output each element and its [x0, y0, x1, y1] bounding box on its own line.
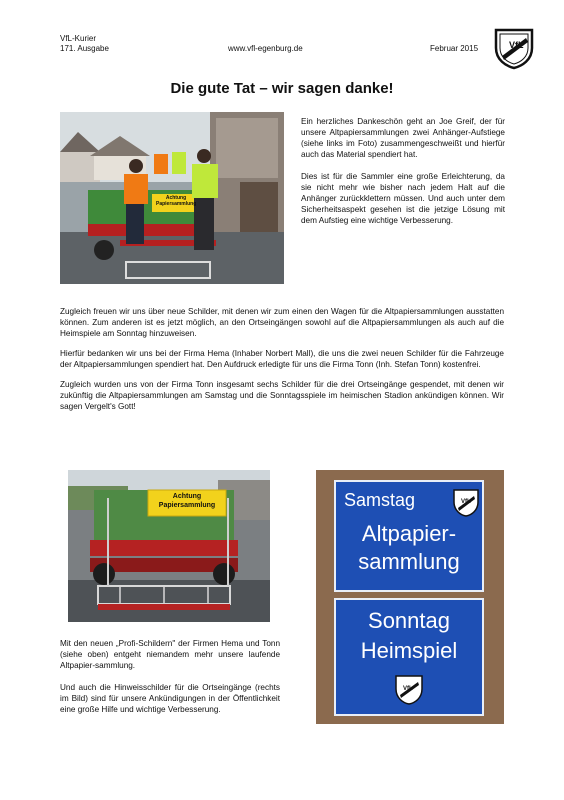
publication-info [60, 34, 109, 54]
svg-text:VfL: VfL [509, 40, 524, 50]
sign1-logo [452, 488, 480, 518]
sign1-line1: Samstag [344, 490, 416, 510]
photo-blue-signs [316, 470, 504, 724]
photo-trailer-step [60, 112, 284, 284]
issue-date: Februar 2015 [430, 44, 479, 53]
sign2-logo [394, 674, 424, 706]
caption-paragraph-2: Und auch die Hinweisschilder für die Ortseingänge (rechts im Bild) sind für unsere Ankündigungen in der Öffentlichkeit eine große Hilfe und wichtige Verbesserung. [60, 683, 280, 714]
body-paragraph-2: Hierfür bedanken wir uns bei der Firma Hema (Inhaber Norbert Mall), die uns die zwei neuen Schilder für die Fahrzeuge der Altpapiersammlungen spendiert hat. Den Aufdruck erledigte für uns die Firma Tonn (Inh. Stefan Tonn) kostenfrei. [60, 349, 504, 369]
issue-number: 171. Ausgabe [60, 44, 109, 53]
intro-paragraph-1: Ein herzliches Dankeschön geht an Joe Greif, der für unsere Altpapiersammlungen zwei Anhänger-Aufstiege (siehe links im Foto) zusammengeschweißt und hierfür auch das Material spendiert hat. [301, 117, 505, 159]
photo-trailer-sign [68, 470, 270, 622]
intro-text [301, 116, 505, 226]
svg-text:VfL: VfL [461, 499, 471, 505]
article-title: Die gute Tat – wir sagen danke! [170, 80, 394, 97]
sign-heimspiel [334, 598, 484, 716]
sign1-text: Altpapier- sammlung [358, 521, 460, 574]
publication-name: VfL-Kurier [60, 34, 97, 43]
sign-altpapier [334, 480, 484, 592]
photo1-sign: Achtung Papiersammlung [156, 195, 197, 207]
caption-text [60, 638, 280, 715]
body-text [60, 306, 504, 412]
website-link[interactable]: www.vfl-egenburg.de [228, 44, 303, 53]
club-logo [492, 26, 536, 70]
body-paragraph-1: Zugleich freuen wir uns über neue Schilder, mit denen wir zum einen den Wagen für die Altpapiersammlungen ausstatten können. Zum anderen ist es jetzt möglich, an den Ortseingängen sowohl auf die Altpapiersammlungen als auch auf die Heimspiele am Sonntag hinzuweisen. [60, 307, 504, 338]
body-paragraph-3: Zugleich wurden uns von der Firma Tonn insgesamt sechs Schilder für die drei Ortseingänge gespendet, mit denen wir zukünftig die Altpapiersammlungen am Samstag und die Sonntagsspiele im heimischen Stadion ankündigen können. Wir sagen Vergelt's Gott! [60, 380, 504, 411]
svg-text:VfL: VfL [403, 686, 413, 692]
intro-paragraph-2: Dies ist für die Sammler eine große Erleichterung, da sie nicht mehr wie bisher nach jedem Halt auf die Anhänger zurückklettern müssen. Und auch unter dem Sicherheitsaspekt gesehen ist die jetzige Lösung mit dem Aufstieg eine wichtige Verbesserung. [301, 172, 505, 225]
sign2-text: Sonntag Heimspiel [360, 608, 458, 663]
photo2-sign: Achtung Papiersammlung [158, 493, 216, 509]
caption-paragraph-1: Mit den neuen „Profi-Schildern" der Firmen Hema und Tonn (siehe oben) entgeht niemandem mehr unsere laufende Altpapier-sammlung. [60, 639, 280, 670]
